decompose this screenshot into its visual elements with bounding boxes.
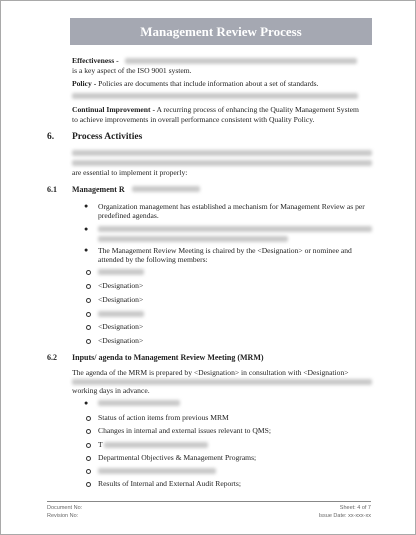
footer-revision-no: Revision No:: [47, 513, 79, 519]
section-6-paragraph-end: are essential to implement it properly:: [72, 168, 188, 177]
redacted-text: [72, 160, 372, 166]
footer-divider: [47, 501, 371, 502]
page-title-banner: [70, 18, 372, 45]
section-6-1-number: 6.1: [47, 185, 57, 194]
redacted-text: [98, 236, 288, 242]
redacted-text: [72, 379, 372, 385]
continual-improvement-definition: [72, 106, 359, 114]
footer-issue-date: Issue Date: xx-xxx-xx: [318, 513, 371, 519]
section-6-2-number: 6.2: [47, 353, 57, 362]
policy-text: Policies are documents that include information about a set of standards.: [98, 79, 319, 88]
sub-bullet-circle: [86, 416, 91, 421]
section-6-2-title: Inputs/ agenda to Management Review Meeting (MRM): [72, 353, 264, 362]
bullet-3-line1: The Management Review Meeting is chaired by the <Designation> or nominee and: [98, 246, 352, 255]
member-designation: <Designation>: [98, 322, 144, 331]
member-designation: <Designation>: [98, 295, 144, 304]
redacted-text: [98, 400, 180, 406]
agenda-item: Departmental Objectives & Management Programs;: [98, 453, 257, 462]
sub-bullet-circle: [86, 312, 91, 317]
sub-bullet-circle: [86, 429, 91, 434]
section-6-number: 6.: [47, 132, 55, 142]
redacted-text: [98, 269, 144, 275]
sub-bullet-circle: [86, 469, 91, 474]
ci-text: A recurring process of enhancing the Quality Management System: [156, 105, 359, 114]
effectiveness-label: Effectiveness -: [72, 56, 119, 65]
bullet-dot: ●: [84, 399, 89, 407]
footer-sheet: Sheet: 4 of 7: [339, 505, 371, 511]
bullet-dot: ●: [84, 246, 89, 254]
footer-document-no: Document No:: [47, 505, 83, 511]
page-title: Management Review Process: [140, 23, 302, 39]
effectiveness-text: is a key aspect of the ISO 9001 system.: [72, 66, 192, 75]
ci-label: Continual Improvement -: [72, 105, 155, 114]
section-6-2-paragraph-end: working days in advance.: [72, 386, 150, 395]
redacted-text: [98, 311, 144, 317]
agenda-item: Changes in internal and external issues relevant to QMS;: [98, 426, 271, 435]
sub-bullet-circle: [86, 270, 91, 275]
redacted-text: [104, 442, 208, 448]
ci-text-line2: to achieve improvements in overall performance consistent with Quality Policy.: [72, 115, 315, 124]
policy-definition: [72, 80, 319, 88]
section-6-title: Process Activities: [72, 132, 143, 142]
member-designation: <Designation>: [98, 281, 144, 290]
sub-bullet-circle: [86, 298, 91, 303]
redacted-text: [98, 468, 216, 474]
sub-bullet-circle: [86, 482, 91, 487]
sub-bullet-circle: [86, 339, 91, 344]
agenda-item: Results of Internal and External Audit Reports;: [98, 479, 241, 488]
section-6-2-paragraph-line1: The agenda of the MRM is prepared by <Designation> in consultation with <Designation>: [72, 368, 349, 377]
member-designation: <Designation>: [98, 336, 144, 345]
bullet-3-line2: attended by the following members:: [98, 255, 208, 264]
redacted-text: [98, 226, 372, 232]
redacted-text: [125, 58, 357, 64]
agenda-item: Status of action items from previous MRM: [98, 413, 229, 422]
sub-bullet-circle: [86, 284, 91, 289]
bullet-dot: ●: [84, 225, 89, 233]
redacted-text: [132, 186, 200, 192]
policy-label: Policy -: [72, 79, 97, 88]
redacted-text: [72, 150, 372, 156]
bullet-1-line1: Organization management has established a mechanism for Management Review as per: [98, 202, 365, 211]
sub-bullet-circle: [86, 456, 91, 461]
sub-bullet-circle: [86, 443, 91, 448]
bullet-dot: ●: [84, 202, 89, 210]
section-6-1-title: Management R: [72, 185, 125, 194]
redacted-text: [72, 93, 358, 99]
sub-bullet-circle: [86, 325, 91, 330]
agenda-item-prefix: T: [98, 440, 103, 449]
bullet-1-line2: predefined agendas.: [98, 211, 159, 220]
